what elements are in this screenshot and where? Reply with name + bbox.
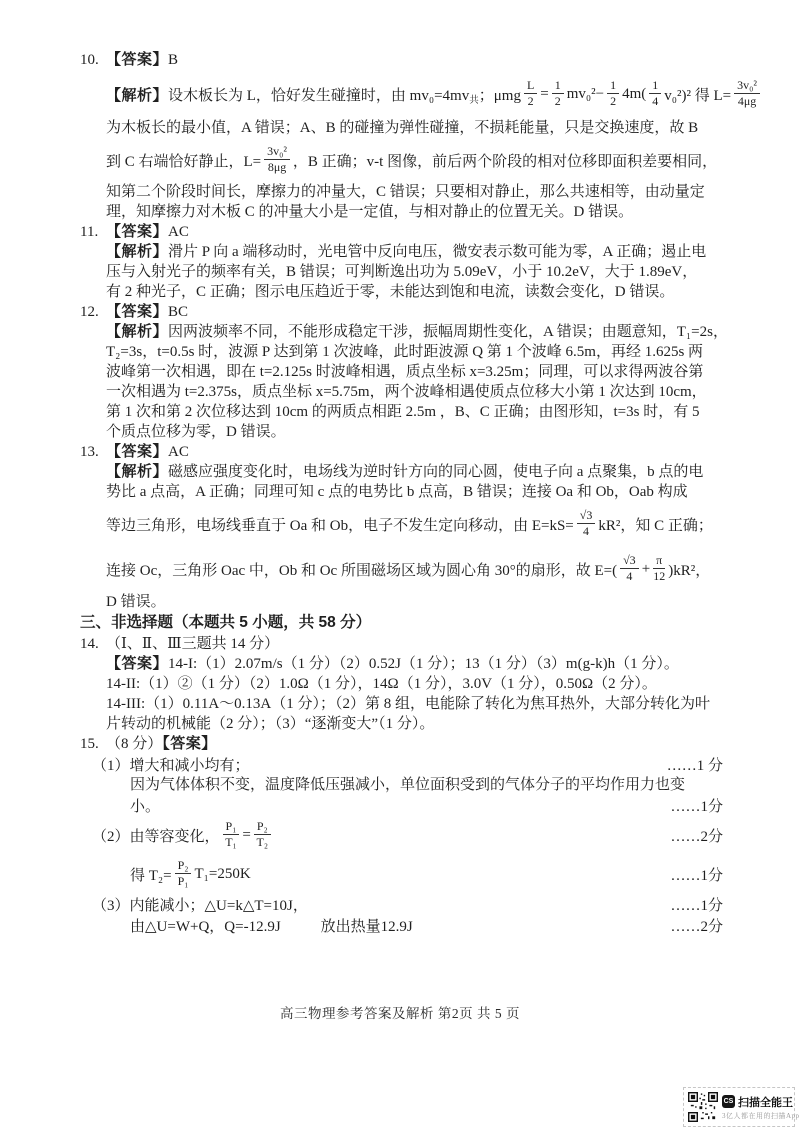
fraction: $\frac{1}{4}$ <box>649 79 661 109</box>
text-segment: 由△U=W+Q，Q=-12.9J <box>130 919 281 935</box>
score-marks: ……2分 <box>670 828 723 845</box>
fraction: $\frac{\text{P₂}}{\text{P₁}}$ <box>175 859 192 889</box>
answer-label: 【答案】 <box>106 51 169 68</box>
text-segment: 14-I:（1）2.07m/s（1 分）（2）0.52J（1 分）；13（1 分）（3）m(g-k)h（1 分）。 <box>168 656 679 672</box>
camscanner-watermark <box>683 1087 800 1127</box>
question-11 <box>80 222 723 302</box>
answer-line <box>106 50 723 70</box>
answer-value: B <box>168 52 179 68</box>
question-body <box>106 302 728 442</box>
text-segment: 磁感应强度变化时，电场线为逆时针方向的同心圆，使电子向 a 点聚集，b 点的电 <box>168 464 704 480</box>
score-marks: ……1分 <box>670 799 723 815</box>
answer-line: 14-II:（1）②（1 分）（2）1.0Ω（1 分），14Ω（1 分），3.0V（1 分），0.50Ω（2 分）。 <box>106 676 657 692</box>
formula <box>92 820 274 850</box>
question-body <box>106 442 723 612</box>
score-line <box>92 816 723 854</box>
analysis-line: 个质点位移为零，D 错误。 <box>106 424 286 440</box>
text-segment: 因两波频率不同，不能形成稳定干涉，振幅周期性变化，A 错误；由题意知，T₁=2s， <box>168 324 728 340</box>
text-segment: kR²，知 C 正确； <box>598 517 713 534</box>
text-segment: （1）增大和减小均有； <box>92 758 250 774</box>
text-segment: 小。 <box>130 799 161 815</box>
answer-value: AC <box>168 444 189 460</box>
score-line <box>92 915 723 936</box>
analysis-line: 为木板长的最小值，A 错误；A、B 的碰撞为弹性碰撞，不损耗能量，只是交换速度，故 B <box>106 120 699 136</box>
answer-line <box>106 654 723 674</box>
text-segment: )kR²， <box>668 562 711 579</box>
score-line <box>92 795 723 816</box>
fraction: $\frac{\text{P₂}}{\text{T₂}}$ <box>254 820 271 850</box>
score-line <box>92 754 723 775</box>
answer-label: 【答案】 <box>106 303 169 320</box>
question-number: 12. <box>80 304 99 320</box>
text-segment: 滑片 P 向 a 端移动时，光电管中反向电压，微安表示数可能为零，A 正确；遏止电 <box>168 244 707 260</box>
question-body <box>106 634 723 734</box>
text-segment: 到 C 右端恰好静止，L= <box>106 153 262 170</box>
score-marks: ……1 分 <box>666 758 723 774</box>
question-body <box>106 222 723 302</box>
analysis-line: 波峰第一次相遇，即在 t=2.125s 时波峰相遇，质点坐标 x=3.25m；同理，可以求得两波谷第 <box>106 364 704 380</box>
answer-label: 【答案】 <box>106 223 169 240</box>
camscanner-logo-icon: CS <box>722 1095 735 1108</box>
text-segment: （8 分） <box>106 736 163 752</box>
text-segment: = <box>540 85 549 102</box>
answer-value: BC <box>168 304 189 320</box>
question-12 <box>80 302 728 442</box>
analysis-line <box>106 322 728 342</box>
analysis-line: 有 2 种光子，C 正确；图示电压趋近于零，未能达到饱和电流，读数会变化，D 错误。 <box>106 284 675 300</box>
analysis-label: 【解析】 <box>106 323 169 340</box>
analysis-line <box>106 70 757 118</box>
score-line <box>92 894 723 915</box>
text-segment: （2）由等容变化， <box>92 828 220 845</box>
fraction: $\frac{1}{2}$ <box>607 79 619 109</box>
score-line <box>92 854 723 894</box>
fraction: $\frac{√3}{4}$ <box>577 509 596 539</box>
answer-value: AC <box>168 224 189 240</box>
analysis-line: T₂=3s，t=0.5s 时，波源 P 达到第 1 次波峰，此时距波源 Q 第 1 个波峰 6.5m，再经 1.625s 两 <box>106 344 704 360</box>
text-segment: 连接 Oc，三角形 Oac 中，Ob 和 Oc 所围磁场区域为圆心角 30°的扇形，故 E=( <box>106 562 618 579</box>
question-number: 11. <box>80 224 99 240</box>
question-number: 10. <box>80 52 99 68</box>
analysis-label: 【解析】 <box>106 243 169 260</box>
text-segment: 等边三角形，电场线垂直于 Oa 和 Ob，电子不发生定向移动，由 E=kS= <box>106 517 574 534</box>
page-footer: 高三物理参考答案及解析 第2页 共 5 页 <box>280 1006 520 1021</box>
answer-line <box>106 442 723 462</box>
analysis-line: 压与入射光子的频率有关，B 错误；可判断逸出功为 5.09eV，小于 10.2eV，大于 1.89eV， <box>106 264 698 280</box>
fraction: $\frac{\pi}{12}$ <box>653 553 666 583</box>
analysis-line: 一次相遇为 t=2.375s，质点坐标 x=5.75m，两个波峰相遇使质点位移大小第 1 次达到 10cm， <box>106 384 707 400</box>
text-segment: （3）内能减小；△U=k△T=10J， <box>92 898 308 914</box>
section-3-header: 三、非选择题（本题共 5 小题，共 58 分） <box>80 614 372 631</box>
analysis-line <box>106 138 723 182</box>
answer-line <box>106 222 723 242</box>
text-segment: = <box>242 826 251 843</box>
question-number: 13. <box>80 444 99 460</box>
answer-label: 【答案】 <box>162 735 217 752</box>
fraction: $\frac{\text{3v₀²}}{8\mu g}$ <box>264 145 290 175</box>
score-marks: ……1分 <box>670 898 723 914</box>
text-segment: 得 T₂= <box>130 867 172 884</box>
answer-line: 14-III:（1）0.11A～0.13A（1 分）；（2）第 8 组，电能除了转化为焦耳热外，大部分转化为叶 <box>106 696 711 712</box>
question-header: （Ⅰ、Ⅱ、Ⅲ三题共 14 分） <box>106 636 280 652</box>
watermark-text-block <box>722 1094 800 1121</box>
answer-label: 【答案】 <box>106 655 169 672</box>
text-segment: T₁=250K <box>194 865 251 882</box>
text-segment: 放出热量12.9J <box>320 919 413 935</box>
analysis-line: D 错误。 <box>106 594 166 610</box>
question-body <box>106 50 757 222</box>
text-segment: 4m( <box>622 85 647 102</box>
formula <box>130 859 251 889</box>
analysis-line: 势比 a 点高，A 正确；同理可知 c 点的电势比 b 点高，B 错误；连接 Oa 和 Ob，Oab 构成 <box>106 484 688 500</box>
score-marks: ……2分 <box>670 919 723 935</box>
question-body <box>92 734 723 936</box>
score-line: 因为气体体积不变，温度降低压强减小，单位面积受到的气体分子的平均作用力也变 <box>130 777 686 793</box>
question-14 <box>80 634 723 734</box>
answer-line: 片转动的机械能（2 分）；（3）“逐渐变大”（1 分）。 <box>106 716 435 732</box>
analysis-line: 第 1 次和第 2 次位移达到 10cm 的两质点相距 2.5m ，B、C 正确；由图形知，t=3s 时，有 5 <box>106 404 700 420</box>
answer-label: 【答案】 <box>106 443 169 460</box>
text-segment: 设木板长为 L，恰好发生碰撞时，由 mv₀=4mv <box>168 87 470 104</box>
fraction: $\frac{1}{2}$ <box>552 79 564 109</box>
score-marks: ……1分 <box>670 867 723 884</box>
question-15 <box>80 734 723 936</box>
camscanner-title: 扫描全能王 <box>738 1096 793 1109</box>
question-number: 15. <box>80 736 99 752</box>
analysis-line: 知第二个阶段时间长，摩擦力的冲量大，C 错误；只要相对静止，那么共速相等，由动量定 <box>106 184 705 200</box>
analysis-line <box>106 462 723 482</box>
analysis-line <box>106 502 723 546</box>
text-segment: + <box>641 560 651 577</box>
fraction: $\frac{L}{2}$ <box>524 79 537 109</box>
text-segment: mv₀²− <box>566 85 605 102</box>
scored-answers <box>92 754 723 936</box>
question-number: 14. <box>80 636 99 652</box>
subscript: 共 <box>469 96 479 106</box>
fraction: $\frac{\text{P₁}}{\text{T₁}}$ <box>223 820 240 850</box>
analysis-line <box>106 546 723 592</box>
fraction: $\frac{√3}{4}$ <box>620 554 639 584</box>
analysis-line: 理，知摩擦力对木板 C 的冲量大小是一定值，与相对静止的位置无关。D 错误。 <box>106 204 634 220</box>
fraction: $\frac{\text{3v₀²}}{4\mu g}$ <box>734 79 760 109</box>
qr-code-icon <box>688 1092 718 1122</box>
answer-line <box>106 302 723 322</box>
formula <box>130 915 413 936</box>
question-10 <box>80 50 757 222</box>
text-segment: v₀²)² 得 L= <box>664 87 732 104</box>
camscanner-subtitle: 3亿人都在用的扫描App <box>722 1111 800 1120</box>
question-13 <box>80 442 723 612</box>
answer-line <box>106 734 723 754</box>
analysis-label: 【解析】 <box>106 86 169 104</box>
text-segment: ，B 正确；v-t 图像，前后两个阶段的相对位移即面积差要相同， <box>292 153 718 170</box>
analysis-label: 【解析】 <box>106 463 169 480</box>
text-segment: ；μmg <box>478 87 521 104</box>
analysis-line <box>106 242 723 262</box>
